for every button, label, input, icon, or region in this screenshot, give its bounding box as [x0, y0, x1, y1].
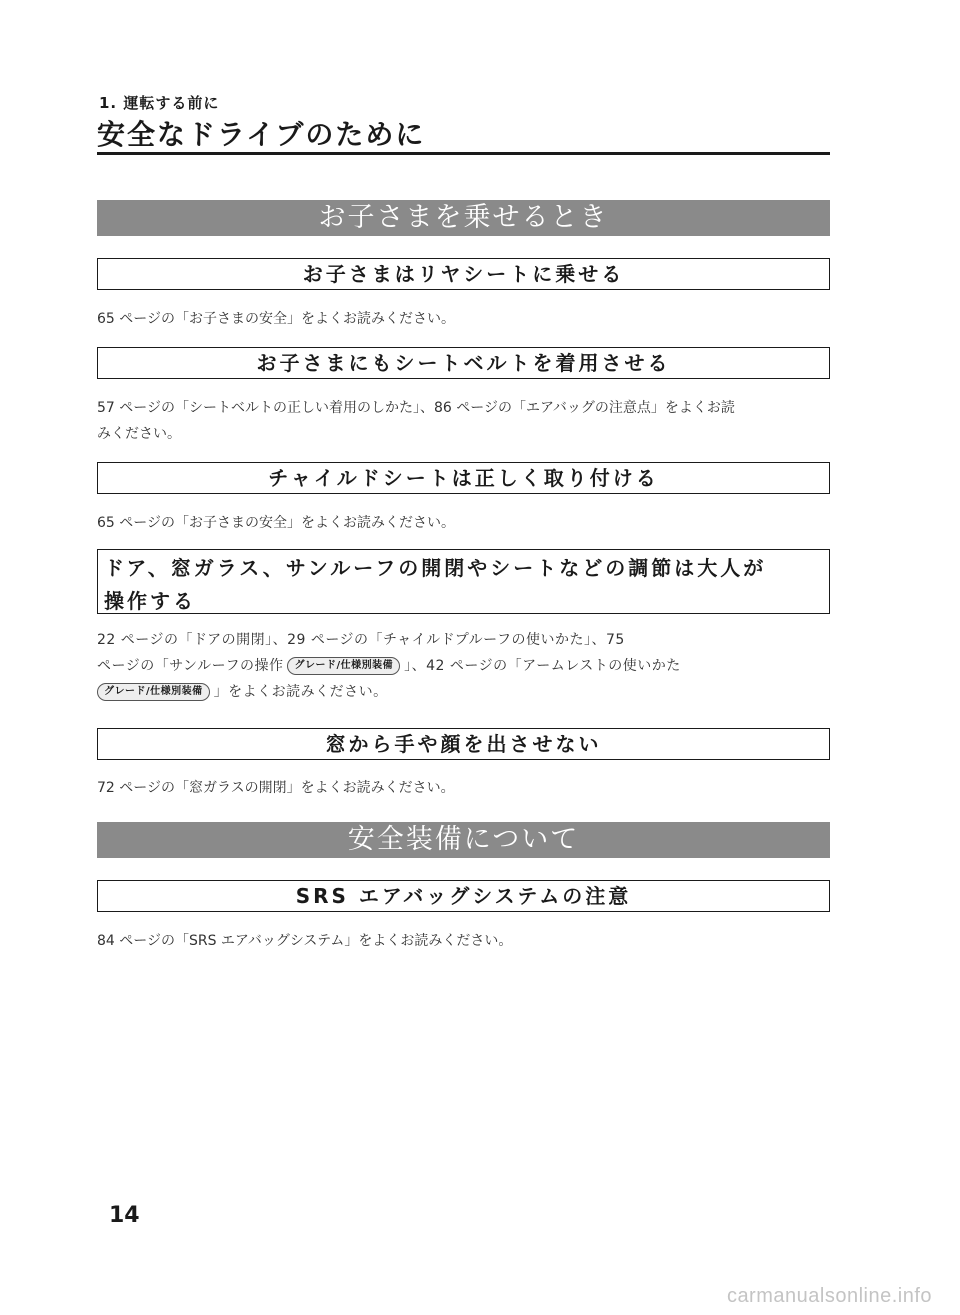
- subsection-body-adult-operation: [97, 627, 830, 705]
- subsection-body-window: 72 ページの「窓ガラスの開閉」をよくお読みください。: [97, 780, 455, 796]
- body-line: 22 ページの「ドアの開閉」、29 ページの「チャイルドプルーフの使いかた」、75: [97, 632, 625, 648]
- body-line: みください。: [97, 426, 181, 442]
- title-divider: [97, 152, 830, 155]
- body-text: 」をよくお読みください。: [213, 684, 388, 700]
- subsection-heading-seatbelt: お子さまにもシートベルトを着用させる: [97, 347, 830, 379]
- heading-line: ドア、窓ガラス、サンルーフの開閉やシートなどの調節は大人が: [104, 556, 767, 580]
- subsection-body-child-seat: 65 ページの「お子さまの安全」をよくお読みください。: [97, 515, 455, 531]
- page-number: 14: [109, 1203, 140, 1228]
- page-title: 安全なドライブのために: [97, 118, 426, 151]
- section-banner-children: お子さまを乗せるとき: [97, 200, 830, 236]
- section-banner-safety-equipment: 安全装備について: [97, 822, 830, 858]
- subsection-heading-window: 窓から手や顔を出させない: [97, 728, 830, 760]
- body-text: 」、42 ページの「アームレストの使いかた: [404, 658, 681, 674]
- subsection-heading-child-seat: チャイルドシートは正しく取り付ける: [97, 462, 830, 494]
- equipment-tag: グレード/仕様別装備: [97, 683, 210, 701]
- subsection-body-rear-seat: 65 ページの「お子さまの安全」をよくお読みください。: [97, 311, 455, 327]
- subsection-heading-rear-seat: お子さまはリヤシートに乗せる: [97, 258, 830, 290]
- equipment-tag: グレード/仕様別装備: [287, 657, 400, 675]
- chapter-breadcrumb: 1. 運転する前に: [99, 94, 220, 112]
- body-line: 57 ページの「シートベルトの正しい着用のしかた」、86 ページの「エアバッグの注意点」をよくお読: [97, 400, 735, 416]
- watermark: carmanualsonline.info: [726, 1285, 932, 1307]
- subsection-heading-adult-operation: [97, 549, 830, 614]
- heading-line: 操作する: [104, 589, 196, 613]
- body-text: ページの「サンルーフの操作: [97, 658, 284, 674]
- subsection-body-seatbelt: [97, 395, 830, 447]
- subsection-heading-srs-airbag: SRS エアバッグシステムの注意: [97, 880, 830, 912]
- subsection-body-srs-airbag: 84 ページの「SRS エアバッグシステム」をよくお読みください。: [97, 933, 513, 949]
- body-line: [97, 653, 830, 679]
- body-line: [97, 679, 830, 705]
